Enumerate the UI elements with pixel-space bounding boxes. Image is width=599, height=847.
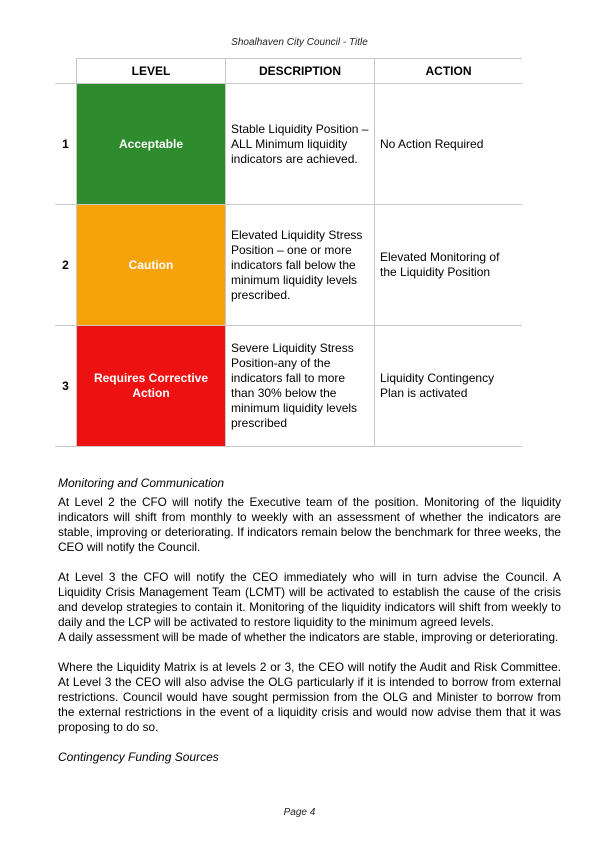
level-cell-acceptable: Acceptable bbox=[77, 84, 226, 205]
header-level: LEVEL bbox=[77, 59, 226, 84]
paragraph-daily-assessment: A daily assessment will be made of whether the indicators are stable, improving or deteriorating. bbox=[58, 630, 559, 644]
body-text bbox=[58, 476, 561, 769]
description-cell: Severe Liquidity Stress Position-any of the indicators fall to more than 30% below the minimum liquidity levels prescribed bbox=[226, 326, 375, 447]
description-cell: Stable Liquidity Position – ALL Minimum liquidity indicators are achieved. bbox=[226, 84, 375, 205]
page-header-title: Shoalhaven City Council - Title bbox=[231, 37, 368, 48]
action-cell: Elevated Monitoring of the Liquidity Position bbox=[375, 205, 523, 326]
row-number: 2 bbox=[55, 205, 77, 326]
table-row bbox=[55, 205, 522, 326]
table-row bbox=[55, 326, 522, 447]
row-number: 1 bbox=[55, 84, 77, 205]
row-number: 3 bbox=[55, 326, 77, 447]
table-header-row bbox=[55, 59, 522, 84]
page-number: Page 4 bbox=[283, 807, 316, 818]
action-cell: Liquidity Contingency Plan is activated bbox=[375, 326, 523, 447]
header-action: ACTION bbox=[375, 59, 523, 84]
level-cell-caution: Caution bbox=[77, 205, 226, 326]
description-cell: Elevated Liquidity Stress Position – one or more indicators fall below the minimum liquidity levels prescribed. bbox=[226, 205, 375, 326]
level-cell-corrective: Requires Corrective Action bbox=[77, 326, 226, 447]
section-heading-contingency: Contingency Funding Sources bbox=[58, 750, 219, 764]
paragraph-level2: At Level 2 the CFO will notify the Executive team of the position. Monitoring of the liquidity indicators will shift from monthly to weekly with an assessment of whether the indicators are stable, improving or deteriorating. If indicators remain below the benchmark for three weeks, the CEO will notify the Council. bbox=[58, 495, 561, 554]
table-row bbox=[55, 84, 522, 205]
paragraph-level3: At Level 3 the CFO will notify the CEO immediately who will in turn advise the Council. A Liquidity Crisis Management Team (LCMT) will be activated to establish the cause of the crisis and develop strategies to contain it. Monitoring of the liquidity indicators will shift from weekly to daily and the LCP will be activated to restore liquidity to the minimum agreed levels. bbox=[58, 570, 561, 629]
section-heading-monitoring: Monitoring and Communication bbox=[58, 476, 225, 490]
header-description: DESCRIPTION bbox=[226, 59, 375, 84]
action-cell: No Action Required bbox=[375, 84, 523, 205]
header-blank-cell bbox=[55, 59, 77, 84]
liquidity-matrix-table bbox=[55, 58, 522, 447]
paragraph-audit-risk: Where the Liquidity Matrix is at levels 2 or 3, the CEO will notify the Audit and Risk Committee. At Level 3 the CEO will also advise the OLG particularly if it is intended to borrow from external restrictions. Council would have sought permission from the OLG and Minister to borrow from the external restrictions in the event of a liquidity crisis and would now advise them that it was proposing to do so. bbox=[58, 660, 561, 734]
